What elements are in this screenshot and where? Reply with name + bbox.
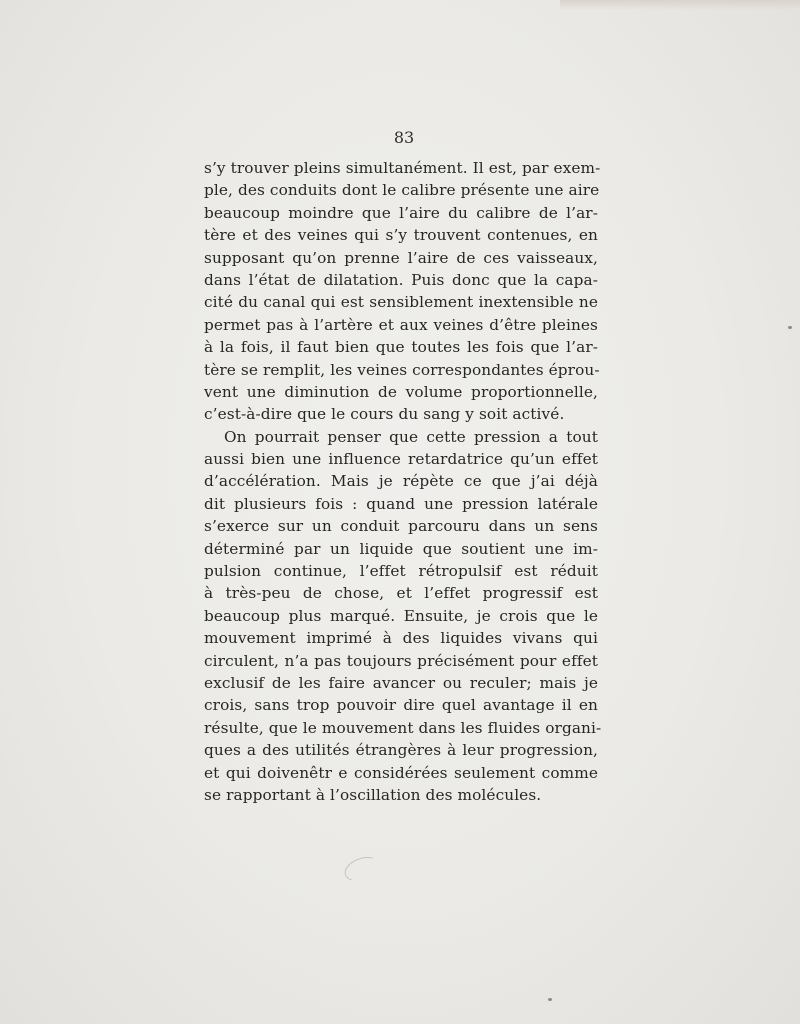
text-line: exclusif de les faire avancer ou reculer; mais je: [204, 673, 598, 692]
text-line: tère et des veines qui s’y trouvent contenues, en: [204, 226, 598, 245]
text-line: s’exerce sur un conduit parcouru dans un sens: [204, 517, 598, 536]
text-line: mouvement imprimé à des liquides vivans qui: [204, 629, 598, 648]
text-line: cité du canal qui est sensiblement inextensible ne: [204, 293, 598, 312]
page-edge-shadow: [560, 0, 800, 10]
text-line: et qui doivenêtr e considérées seulement comme: [204, 763, 598, 782]
page-number: 83: [393, 128, 415, 147]
text-line: à la fois, il faut bien que toutes les fois que l’ar-: [204, 338, 598, 357]
body-text: [204, 157, 602, 806]
text-line: c’est-à-dire que le cours du sang y soit activé.: [204, 405, 565, 424]
text-line: crois, sans trop pouvoir dire quel avantage il en: [204, 696, 598, 715]
text-line: beaucoup plus marqué. Ensuite, je crois que le: [204, 606, 598, 625]
text-line: dans l’état de dilatation. Puis donc que la capa-: [204, 270, 598, 289]
text-line: circulent, n’a pas toujours précisément pour effet: [204, 651, 598, 670]
pencil-mark: [341, 853, 382, 886]
paragraph-start-line: On pourrait penser que cette pression a tout: [224, 427, 598, 446]
text-line: ple, des conduits dont le calibre présente une aire: [204, 181, 600, 200]
text-line: beaucoup moindre que l’aire du calibre de l’ar-: [204, 203, 598, 222]
paper-speck: [788, 326, 792, 329]
paper-speck: [548, 998, 552, 1001]
text-line: dit plusieurs fois : quand une pression latérale: [204, 494, 598, 513]
text-line: résulte, que le mouvement dans les fluides organi-: [204, 718, 602, 737]
text-line: aussi bien une influence retardatrice qu’un effet: [204, 450, 598, 469]
text-line: ques a des utilités étrangères à leur progression,: [204, 741, 598, 760]
text-line: déterminé par un liquide que soutient une im-: [204, 539, 598, 558]
text-line: supposant qu’on prenne l’aire de ces vaisseaux,: [204, 248, 598, 267]
text-line: tère se remplit, les veines correspondantes éprou-: [204, 360, 600, 379]
text-line: permet pas à l’artère et aux veines d’être pleines: [204, 315, 598, 334]
text-line: d’accélération. Mais je répète ce que j’ai déjà: [204, 472, 598, 491]
text-line: vent une diminution de volume proportionnelle,: [204, 382, 598, 401]
text-line: se rapportant à l’oscillation des molécules.: [204, 785, 542, 804]
text-line: pulsion continue, l’effet rétropulsif est réduit: [204, 562, 598, 581]
text-line: s’y trouver pleins simultanément. Il est, par exem-: [204, 159, 601, 177]
text-line: à très-peu de chose, et l’effet progressif est: [204, 584, 598, 603]
